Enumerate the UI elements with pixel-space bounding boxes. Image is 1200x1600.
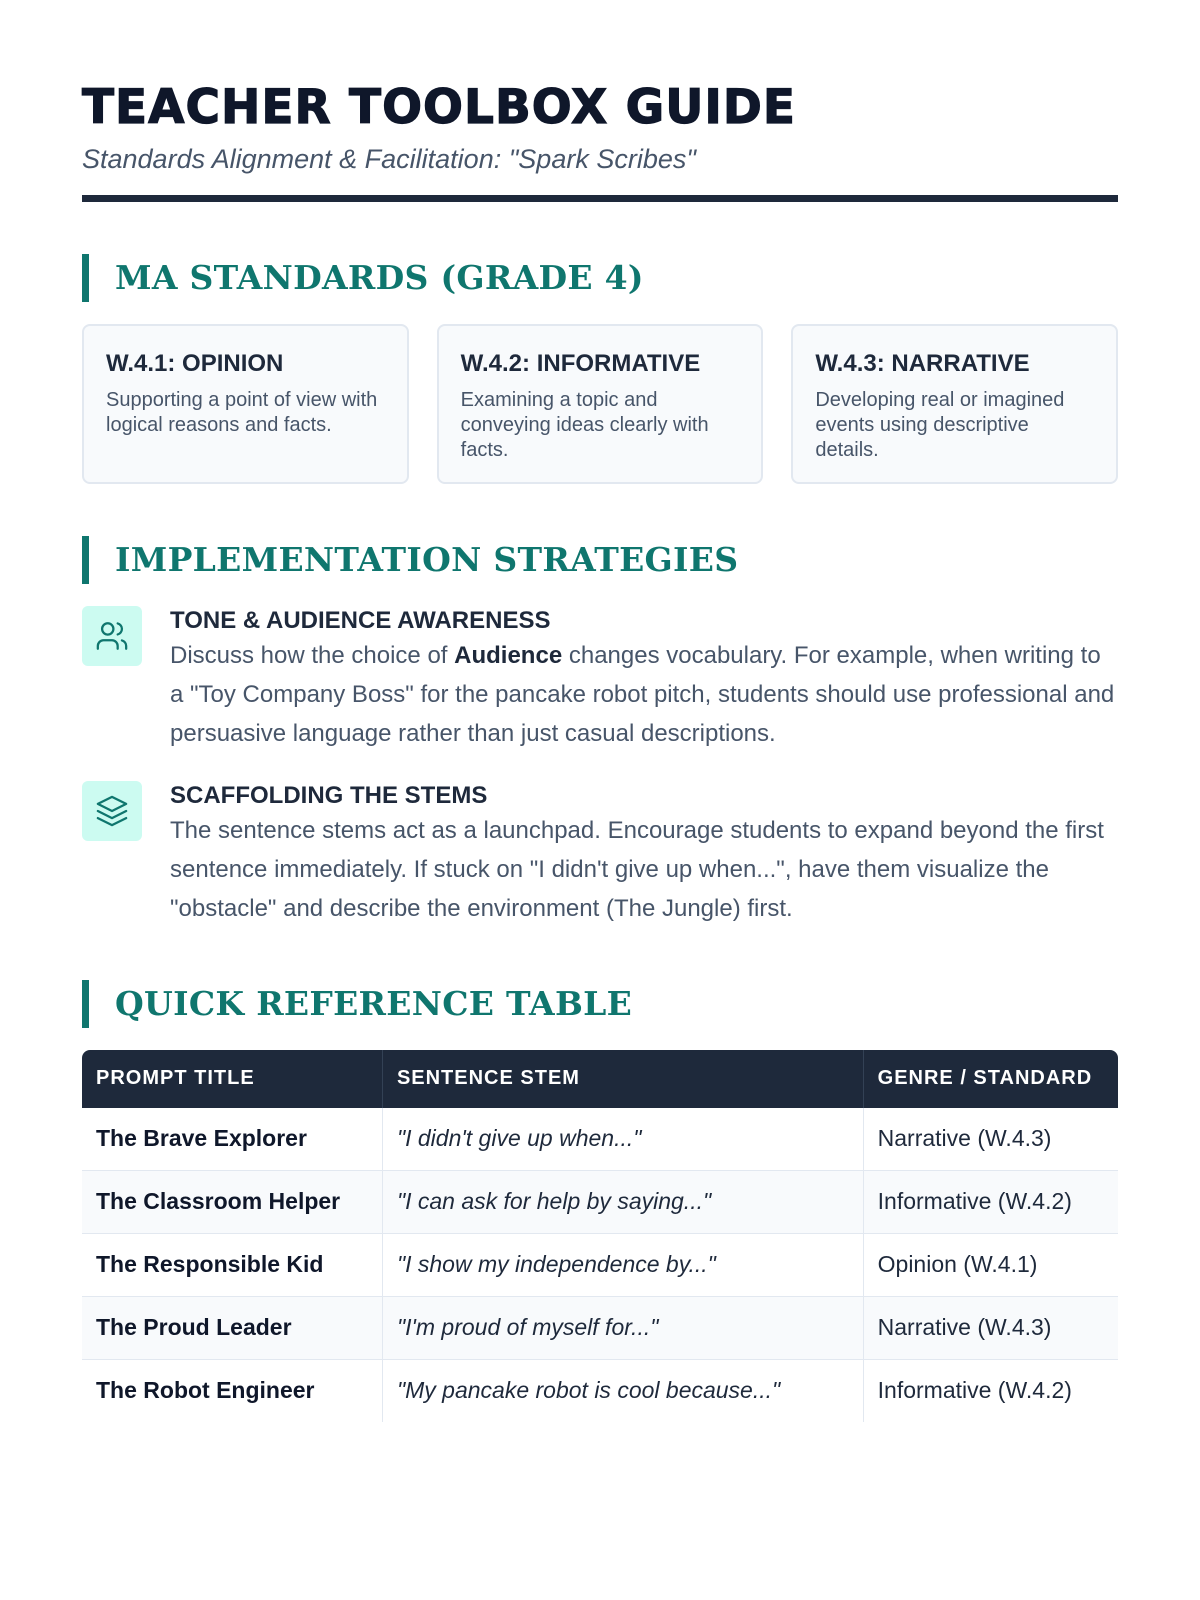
- strategy-text: [170, 636, 1118, 753]
- table-row: [82, 1296, 1118, 1359]
- column-header: SENTENCE STEM: [382, 1050, 863, 1108]
- header: [82, 82, 1118, 202]
- prompt-title-cell: The Proud Leader: [82, 1296, 382, 1359]
- prompt-title-cell: The Responsible Kid: [82, 1233, 382, 1296]
- reference-table: [82, 1050, 1118, 1422]
- section-accent-bar: [82, 980, 89, 1028]
- page-title: TEACHER TOOLBOX GUIDE: [82, 80, 796, 135]
- genre-cell: Informative (W.4.2): [877, 1377, 1072, 1404]
- prompt-title-cell: The Brave Explorer: [82, 1108, 382, 1171]
- genre-cell: Informative (W.4.2): [863, 1170, 1118, 1233]
- card-title: W.4.1: OPINION: [106, 349, 284, 377]
- strategies-heading: [82, 536, 1118, 584]
- table-header-row: [82, 1050, 1118, 1108]
- table-row: [82, 1108, 1118, 1171]
- genre-cell: Narrative (W.4.3): [863, 1296, 1118, 1359]
- card-description: Examining a topic and conveying ideas clearly with facts.: [460, 388, 709, 461]
- page-subtitle: Standards Alignment & Facilitation: "Spark Scribes": [82, 143, 696, 174]
- genre-cell: Narrative (W.4.3): [863, 1108, 1118, 1171]
- section-title: QUICK REFERENCE TABLE: [115, 984, 633, 1024]
- standard-card-informative: [437, 324, 764, 484]
- section-accent-bar: [82, 536, 89, 584]
- sentence-stem-cell: "I show my independence by...": [382, 1233, 863, 1296]
- standards-cards: [82, 324, 1118, 484]
- strategy-tone-audience: [82, 606, 1118, 753]
- users-icon: [82, 606, 142, 666]
- standard-card-narrative: [791, 324, 1118, 484]
- standards-heading: [82, 254, 1118, 302]
- column-header: GENRE / STANDARD: [863, 1050, 1118, 1108]
- standard-card-opinion: [82, 324, 409, 484]
- card-description: Supporting a point of view with logical reasons and facts.: [106, 388, 378, 436]
- sentence-stem-cell: "I can ask for help by saying...": [382, 1170, 863, 1233]
- layers-icon: [82, 781, 142, 841]
- sentence-stem-cell: "I didn't give up when...": [382, 1108, 863, 1171]
- card-description: Developing real or imagined events using descriptive details.: [815, 388, 1065, 461]
- sentence-stem-cell: "My pancake robot is cool because...": [382, 1359, 863, 1422]
- reference-heading: [82, 980, 1118, 1028]
- strategy-scaffolding: [82, 781, 1118, 928]
- prompt-title-cell: The Classroom Helper: [82, 1170, 382, 1233]
- table-row: [82, 1233, 1118, 1296]
- strategy-text-emphasis: Audience: [454, 641, 563, 669]
- table-row: [82, 1170, 1118, 1233]
- column-header: PROMPT TITLE: [82, 1050, 382, 1108]
- strategy-title: TONE & AUDIENCE AWARENESS: [170, 606, 551, 634]
- card-title: W.4.3: NARRATIVE: [815, 349, 1030, 377]
- strategy-text: The sentence stems act as a launchpad. Encourage students to expand beyond the first sentence immediately. If stuck on "I didn't give up when...", have them visualize the "obstacle" and describe the environment (The Jungle) first.: [170, 816, 1104, 922]
- section-title: IMPLEMENTATION STRATEGIES: [115, 540, 739, 580]
- prompt-title-cell: The Robot Engineer: [82, 1359, 382, 1422]
- card-title: W.4.2: INFORMATIVE: [460, 349, 701, 377]
- strategy-title: SCAFFOLDING THE STEMS: [170, 781, 488, 809]
- table-row: [82, 1359, 1118, 1422]
- section-title: MA STANDARDS (GRADE 4): [115, 258, 644, 298]
- section-accent-bar: [82, 254, 89, 302]
- sentence-stem-cell: "I'm proud of myself for...": [382, 1296, 863, 1359]
- strategy-text-part: Discuss how the choice of: [170, 641, 455, 669]
- strategy-text-part: changes vocabulary. For example, when writing to a "Toy Company Boss" for the pancake robot pitch, students should use professional and persuasive language rather than just casual descriptions.: [170, 641, 1115, 747]
- genre-cell: Opinion (W.4.1): [863, 1233, 1118, 1296]
